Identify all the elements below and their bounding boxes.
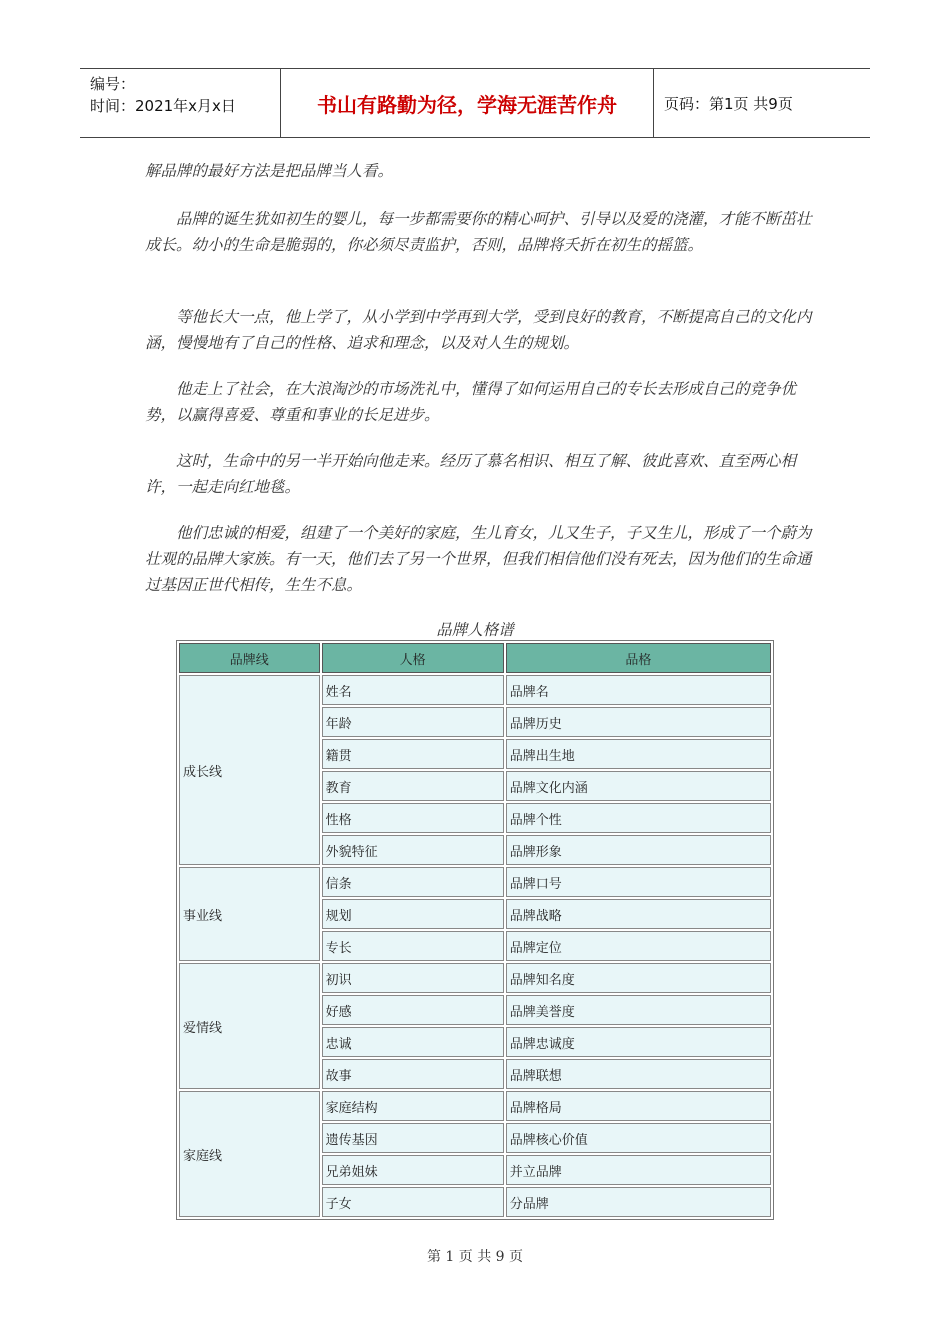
personality-cell: 外貌特征 bbox=[322, 835, 504, 865]
paragraph: 等他长大一点，他上学了，从小学到中学再到大学，受到良好的教育，不断提高自己的文化内涵，慢慢地有了自己的性格、追求和理念，以及对人生的规划。 bbox=[145, 308, 812, 352]
brand-line-cell: 成长线 bbox=[179, 675, 320, 865]
brand-trait-cell: 品牌名 bbox=[506, 675, 771, 705]
paragraph: 他走上了社会，在大浪淘沙的市场洗礼中，懂得了如何运用自己的专长去形成自己的竞争优势，以赢得喜爱、尊重和事业的长足进步。 bbox=[145, 380, 797, 424]
brand-trait-cell: 品牌历史 bbox=[506, 707, 771, 737]
personality-cell: 好感 bbox=[322, 995, 504, 1025]
brand-trait-cell: 品牌联想 bbox=[506, 1059, 771, 1089]
personality-cell: 子女 bbox=[322, 1187, 504, 1217]
brand-trait-cell: 品牌美誉度 bbox=[506, 995, 771, 1025]
brand-trait-cell: 品牌文化内涵 bbox=[506, 771, 771, 801]
table-row bbox=[179, 1091, 771, 1121]
brand-trait-cell: 品牌形象 bbox=[506, 835, 771, 865]
brand-trait-cell: 品牌格局 bbox=[506, 1091, 771, 1121]
personality-cell: 家庭结构 bbox=[322, 1091, 504, 1121]
paragraph: 品牌的诞生犹如初生的婴儿，每一步都需要你的精心呵护、引导以及爱的浇灌，才能不断茁壮成长。幼小的生命是脆弱的，你必须尽责监护，否则，品牌将夭折在初生的摇篮。 bbox=[145, 210, 812, 254]
table-row bbox=[179, 867, 771, 897]
time-label: 时间：2021年x月x日 bbox=[90, 97, 236, 115]
personality-cell: 专长 bbox=[322, 931, 504, 961]
brand-trait-cell: 品牌战略 bbox=[506, 899, 771, 929]
personality-cell: 年龄 bbox=[322, 707, 504, 737]
personality-cell: 故事 bbox=[322, 1059, 504, 1089]
table-header-row bbox=[179, 643, 771, 673]
header-meta bbox=[80, 69, 281, 137]
brand-trait-cell: 分品牌 bbox=[506, 1187, 771, 1217]
brand-line-cell: 事业线 bbox=[179, 867, 320, 961]
personality-cell: 忠诚 bbox=[322, 1027, 504, 1057]
personality-cell: 初识 bbox=[322, 963, 504, 993]
column-header: 人格 bbox=[322, 643, 504, 673]
paragraph: 这时，生命中的另一半开始向他走来。经历了慕名相识、相互了解、彼此喜欢、直至两心相许，一起走向红地毯。 bbox=[145, 452, 797, 496]
brand-trait-cell: 品牌知名度 bbox=[506, 963, 771, 993]
personality-cell: 籍贯 bbox=[322, 739, 504, 769]
paragraph: 解品牌的最好方法是把品牌当人看。 bbox=[145, 162, 394, 180]
paragraph: 他们忠诚的相爱，组建了一个美好的家庭，生儿育女，儿又生子，子又生儿，形成了一个蔚为壮观的品牌大家族。有一天，他们去了另一个世界，但我们相信他们没有死去，因为他们的生命通过基因正世代相传，生生不息。 bbox=[145, 524, 812, 594]
personality-cell: 规划 bbox=[322, 899, 504, 929]
column-header: 品格 bbox=[506, 643, 771, 673]
table-row bbox=[179, 675, 771, 705]
page-footer: 第 1 页 共 9 页 bbox=[426, 1249, 524, 1265]
header-page-info: 页码：第1页 共9页 bbox=[664, 94, 793, 113]
table-row bbox=[179, 963, 771, 993]
brand-trait-cell: 并立品牌 bbox=[506, 1155, 771, 1185]
brand-trait-cell: 品牌个性 bbox=[506, 803, 771, 833]
personality-cell: 兄弟姐妹 bbox=[322, 1155, 504, 1185]
personality-cell: 姓名 bbox=[322, 675, 504, 705]
brand-trait-cell: 品牌忠诚度 bbox=[506, 1027, 771, 1057]
personality-cell: 教育 bbox=[322, 771, 504, 801]
document-header bbox=[80, 68, 870, 138]
personality-cell: 信条 bbox=[322, 867, 504, 897]
brand-trait-cell: 品牌口号 bbox=[506, 867, 771, 897]
brand-line-cell: 家庭线 bbox=[179, 1091, 320, 1217]
header-motto: 书山有路勤为径，学海无涯苦作舟 bbox=[281, 69, 654, 137]
brand-personality-table bbox=[176, 640, 774, 1220]
number-label: 编号： bbox=[90, 75, 136, 93]
personality-cell: 性格 bbox=[322, 803, 504, 833]
column-header: 品牌线 bbox=[179, 643, 320, 673]
table-title: 品牌人格谱 bbox=[436, 621, 514, 639]
brand-line-cell: 爱情线 bbox=[179, 963, 320, 1089]
body-text bbox=[145, 158, 813, 618]
brand-trait-cell: 品牌定位 bbox=[506, 931, 771, 961]
brand-trait-cell: 品牌核心价值 bbox=[506, 1123, 771, 1153]
personality-cell: 遗传基因 bbox=[322, 1123, 504, 1153]
brand-trait-cell: 品牌出生地 bbox=[506, 739, 771, 769]
